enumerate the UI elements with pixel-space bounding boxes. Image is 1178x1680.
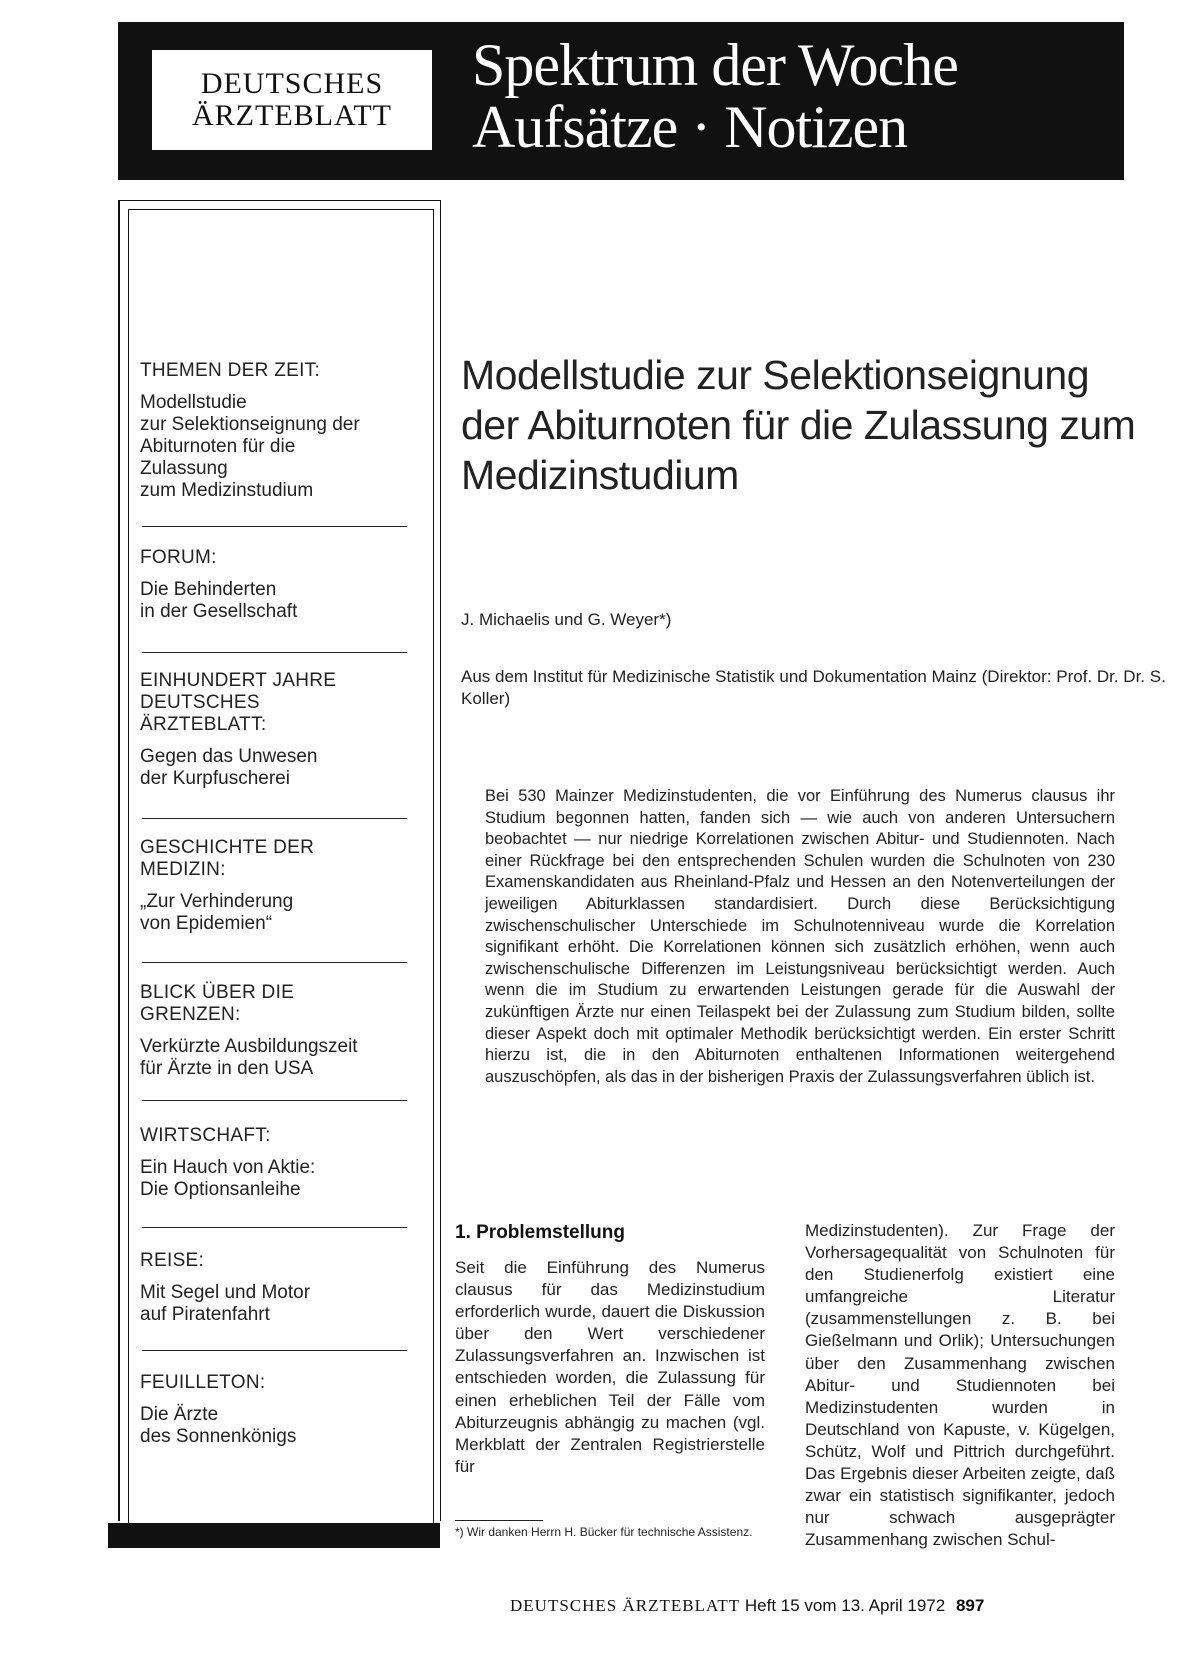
toc-section-einhundert (140, 670, 360, 790)
toc-line: in der Gesellschaft (140, 601, 298, 622)
toc-heading: FEUILLETON: (140, 1372, 266, 1393)
toc-line: Modellstudie (140, 392, 247, 413)
article-authors: J. Michaelis und G. Weyer*) (461, 610, 672, 629)
body-column-left: Seit die Einführung des Numerus clausus für das Medizinstudium erforderlich wurde, dauert die Diskussion über den Wert verschiedener Zulassungsverfahren an. Inzwischen ist entschieden worden, die Zulassung für einen erheblichen Teil der Fälle vom Abiturzeugnis abhängig zu machen (vgl. Merkblatt der Zentralen Registrierstelle für (455, 1258, 765, 1476)
toc-line: „Zur Verhinderung (140, 891, 294, 912)
footnote-rule (455, 1520, 543, 1521)
toc-body (140, 1404, 420, 1448)
footnote: *) Wir danken Herrn H. Bücker für technische Assistenz. (455, 1525, 753, 1539)
journal-logo (152, 50, 432, 150)
toc-line: Verkürzte Ausbildungszeit (140, 1036, 358, 1057)
toc-section-geschichte (140, 837, 340, 935)
toc-heading: GESCHICHTE DER MEDIZIN: (140, 837, 315, 880)
toc-section-reise (140, 1250, 420, 1326)
toc-body (140, 891, 340, 935)
page-footer (510, 1596, 984, 1616)
article-institute: Aus dem Institut für Medizinische Statistik und Dokumentation Mainz (Direktor: Prof. Dr. Dr. S. Koller) (461, 667, 1166, 708)
toc-line: der Kurpfuscherei (140, 768, 290, 789)
toc-heading: EINHUNDERT JAHRE DEUTSCHES ÄRZTEBLATT: (140, 670, 337, 735)
toc-body (140, 392, 420, 502)
toc-heading: FORUM: (140, 547, 217, 568)
article-abstract: Bei 530 Mainzer Medizinstudenten, die vor Einführung des Numerus clausus ihr Studium begonnen hatten, fanden sich — wie auch von anderen Untersuchern beobachtet — nur niedrige Korrelationen zwischen Abitur- und Studiennoten. Nach einer Rückfrage bei den entsprechenden Schulen wurden die Schulnoten von 230 Examenskandidaten aus Rheinland-Pfalz und Hessen an den Notenverteilungen der jeweiligen Abiturklassen standardisiert. Durch diese Berücksichtigung zwischenschulischer Unterschiede im Schulnotenniveau wurde die Korrelation signifikant erhöht. Die Korrelationen können sich zusätzlich erhöhen, wenn auch zwischenschulische Differenzen im Leistungsniveau berücksichtigt werden. Auch wenn die im Studium zu erwartenden Leistungen gerade für die Auswahl der zukünftigen Ärzte nur einen Teilaspekt bei der Zulassung zum Studium bilden, sollte dieser Aspekt doch mit optimaler Methodik berücksichtigt werden. Ein erster Schritt hierzu ist, die in den Abiturnoten enthaltenen Informationen weitergehend auszuschöpfen, als das in der bisherigen Praxis der Zulassungsverfahren üblich ist. (485, 787, 1115, 1086)
toc-line: Zulassung (140, 458, 228, 479)
sidebar-bottom-bar (108, 1523, 440, 1548)
toc-line: auf Piratenfahrt (140, 1304, 270, 1325)
banner-title-line-1: Spektrum der Woche (472, 32, 958, 98)
footer-brand: DEUTSCHES ÄRZTEBLATT (510, 1596, 741, 1615)
section-heading: 1. Problemstellung (455, 1222, 625, 1243)
toc-line: für Ärzte in den USA (140, 1058, 314, 1079)
toc-section-themen (140, 360, 420, 502)
banner-title-line-2: Aufsätze · Notizen (472, 94, 908, 160)
toc-divider (142, 526, 407, 527)
toc-divider (142, 1100, 407, 1101)
toc-line: Die Optionsanleihe (140, 1179, 301, 1200)
toc-line: Die Behinderten (140, 579, 277, 600)
logo-line-1: DEUTSCHES (200, 67, 384, 100)
footer-issue: Heft 15 vom 13. April 1972 (744, 1596, 946, 1615)
toc-heading: REISE: (140, 1250, 205, 1271)
toc-line: Gegen das Unwesen (140, 746, 318, 767)
toc-body (140, 1157, 420, 1201)
toc-line: von Epidemien“ (140, 913, 273, 934)
toc-body (140, 1036, 380, 1080)
body-column-right: Medizinstudenten). Zur Frage der Vorhersagequalität von Schulnoten für den Studienerfolg existiert eine umfangreiche Literatur (zusammenstellungen z. B. bei Gießelmann und Orlik); Untersuchungen über den Zusammenhang zwischen Abitur- und Studiennoten bei Medizinstudenten wurden in Deutschland von Kapuste, v. Kügelgen, Schütz, Wolf und Pittrich durchgeführt. Das Ergebnis dieser Arbeiten zeigte, daß zwar ein statistisch signifikanter, jedoch nur schwach ausgeprägter Zusammenhang zwischen Schul- (805, 1221, 1115, 1550)
toc-line: Abiturnoten für die (140, 436, 296, 457)
toc-divider (142, 962, 407, 963)
toc-line: zur Selektionseignung der (140, 414, 360, 435)
toc-divider (142, 652, 407, 653)
page-number: 897 (955, 1596, 985, 1615)
toc-divider (142, 1350, 407, 1351)
toc-body (140, 579, 420, 623)
toc-section-forum (140, 547, 420, 623)
logo-line-2: ÄRZTEBLATT (192, 99, 392, 132)
toc-body (140, 746, 360, 790)
toc-section-wirtschaft (140, 1125, 420, 1201)
toc-divider (142, 818, 407, 819)
toc-line: des Sonnenkönigs (140, 1426, 297, 1447)
article-title: Modellstudie zur Selektionseignung der Abiturnoten für die Zulassung zum Medizinstudium (461, 352, 1136, 498)
toc-heading: BLICK ÜBER DIE GRENZEN: (140, 982, 295, 1025)
toc-line: Mit Segel und Motor (140, 1282, 311, 1303)
toc-heading: WIRTSCHAFT: (140, 1125, 271, 1146)
banner-title (472, 34, 958, 158)
toc-section-blick (140, 982, 380, 1080)
toc-line: Ein Hauch von Aktie: (140, 1157, 316, 1178)
toc-line: Die Ärzte (140, 1404, 219, 1425)
toc-line: zum Medizinstudium (140, 480, 314, 501)
toc-divider (142, 1227, 407, 1228)
toc-body (140, 1282, 420, 1326)
toc-heading: THEMEN DER ZEIT: (140, 360, 321, 381)
toc-section-feuilleton (140, 1372, 420, 1448)
